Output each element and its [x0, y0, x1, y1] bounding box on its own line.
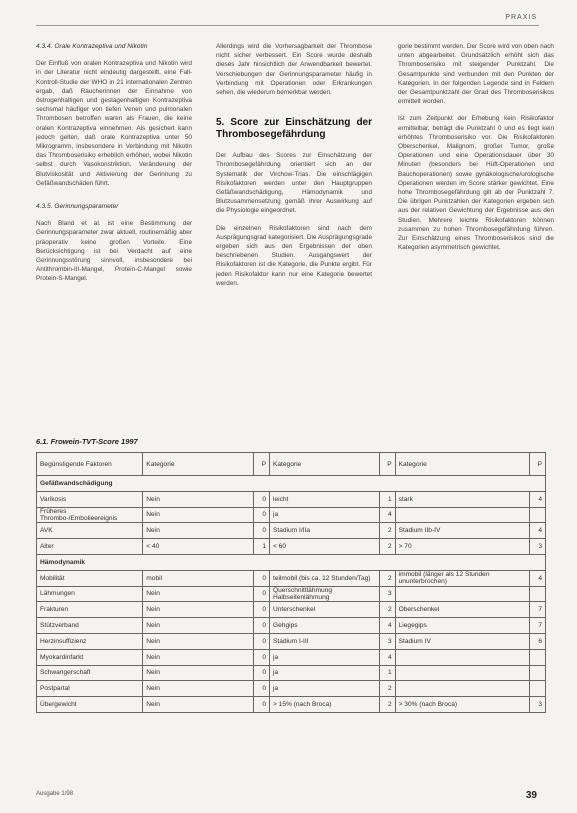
table-cell: ja [269, 649, 379, 665]
table-cell [395, 586, 529, 602]
column-header: Kategorie [395, 453, 529, 476]
paragraph: Der Einfluß von oralen Kontrazeptiva und Nikotin wird in der Literatur nicht eindeutig dargestellt, eine Fall-Kontroll-Studie der WHO in 21 internationalen Zentren ergab, daß Raucherinnen der Einnahme von östrogenhaltigen und gestagenhaltigen Kontrazeptiva sechsmal häufiger von tiefen Venen und pulmonalen Thrombosen betroffen waren als Frauen, die keine oralen Kontrazeptiva einnehmen. Als gesichert kann jedoch gelten, daß orale Kontrazeptiva unter 50 Mikrogramm, insbesondere in Verbindung mit Nikotin das Thromboserisiko erheblich erhöhen, wobei Nikotin selbst durch Vasokonstriktion, Veränderung der Blutviskosität und Aktivierung der Gerinnung zu Gefäßwandschäden führt. [36, 60, 192, 187]
table-cell: Lähmungen [37, 586, 143, 602]
table-row [37, 586, 546, 602]
table-row [37, 681, 546, 697]
table-cell: Stadium I/IIa [269, 523, 379, 539]
table-header-row [37, 453, 546, 476]
table-cell: 2 [379, 697, 395, 713]
paragraph: Allerdings wird die Vorhersagbarkeit der Thrombose nicht sicher verbessert. Ein Score wurde deshalb dieses Jahr hinsichtlich der Anwendbarkeit bewertet. Verschiebungen der Gerinnungsparameter häufig in Verbindung mit Operationen oder Erkrankungen sehen, die wiederum bemerkbar werden. [216, 43, 372, 97]
table-cell: 1 [379, 665, 395, 681]
table-cell: Stadium IV [395, 633, 529, 649]
table-cell: 7 [529, 602, 545, 618]
table-cell: Stadium I-III [269, 633, 379, 649]
table-cell: Stadium IIb-IV [395, 523, 529, 539]
table-row [37, 507, 546, 523]
column-header: Kategorie [143, 453, 254, 476]
table-cell: 2 [379, 602, 395, 618]
table-cell: 0 [253, 602, 269, 618]
score-table [36, 452, 546, 713]
paragraph: Die einzelnen Risikofaktoren sind nach dem Ausprägungsgrad kategorisiert. Die Ausprägungsgrade ergeben sich aus den Ergebnissen der oben beschriebenen Studien. Ausgangswert der Risikofaktoren ist die Kategorie, die Punkte ergibt. Für jeden Risikofaktor kann nur eine Kategorie bewertet werden. [216, 224, 372, 287]
table-row [37, 491, 546, 507]
table-row [37, 649, 546, 665]
text-column-3 [398, 42, 554, 260]
table-cell: Nein [143, 523, 254, 539]
table-row [37, 523, 546, 539]
table-cell: mobil [143, 570, 254, 586]
table-cell [395, 507, 529, 523]
table-cell: Nein [143, 665, 254, 681]
table-cell: Varikosis [37, 491, 143, 507]
table-cell: Nein [143, 649, 254, 665]
table-cell: Querschnittlähmung Halbseitenlähmung [269, 586, 379, 602]
table-cell: 1 [253, 539, 269, 555]
table-cell: 0 [253, 507, 269, 523]
section-heading: 4.3.4. Orale Kontrazeptiva und Nikotin [36, 43, 148, 50]
table-cell: Nein [143, 602, 254, 618]
table-cell: 7 [529, 618, 545, 634]
table-cell: ja [269, 681, 379, 697]
table-cell: 4 [379, 507, 395, 523]
page-number: 39 [525, 790, 537, 801]
table-cell: Herzinsuffizienz [37, 633, 143, 649]
table-cell: < 40 [143, 539, 254, 555]
table-cell: Myokardinfarkt [37, 649, 143, 665]
text-column-1 [36, 42, 192, 292]
table-cell: ja [269, 665, 379, 681]
table-cell: Unterschenkel [269, 602, 379, 618]
table-cell [529, 681, 545, 697]
table-cell: 2 [379, 681, 395, 697]
table-cell: 3 [379, 633, 395, 649]
table-cell: Postpartal [37, 681, 143, 697]
section-label: Gefäßwandschädigung [37, 476, 546, 492]
table-title: 6.1. Frowein-TVT-Score 1997 [36, 437, 138, 446]
table-cell: Nein [143, 491, 254, 507]
table-row [37, 539, 546, 555]
table-cell: Liegegips [395, 618, 529, 634]
table-cell [529, 649, 545, 665]
table-cell: Frakturen [37, 602, 143, 618]
table-cell: 0 [253, 523, 269, 539]
table-cell [529, 507, 545, 523]
table-cell: Übergewicht [37, 697, 143, 713]
table-cell: Alter [37, 539, 143, 555]
table-cell: Nein [143, 507, 254, 523]
table-cell: Oberschenkel [395, 602, 529, 618]
text-column-2 [216, 42, 372, 296]
table-cell: immobil (länger als 12 Stunden ununterbrochen) [395, 570, 529, 586]
column-header: Begünstigende Faktoren [37, 453, 143, 476]
table-cell: 4 [379, 618, 395, 634]
table-row [37, 618, 546, 634]
table-cell: AVK [37, 523, 143, 539]
table-row [37, 697, 546, 713]
table-cell: > 70 [395, 539, 529, 555]
table-cell: 6 [529, 633, 545, 649]
table-cell: 4 [379, 649, 395, 665]
table-cell: teilmobil (bis ca. 12 Stunden/Tag) [269, 570, 379, 586]
table-cell: 2 [379, 539, 395, 555]
table-cell: 0 [253, 649, 269, 665]
table-section-row [37, 476, 546, 492]
table-cell: 0 [253, 586, 269, 602]
table-cell: stark [395, 491, 529, 507]
table-cell: 2 [379, 570, 395, 586]
table-cell: Nein [143, 681, 254, 697]
table-cell: 3 [529, 697, 545, 713]
table-cell: Früheres Thrombo-/Embolieereignis [37, 507, 143, 523]
table-cell: 0 [253, 681, 269, 697]
table-cell: 0 [253, 491, 269, 507]
column-header: P [379, 453, 395, 476]
table-cell: < 60 [269, 539, 379, 555]
table-cell [529, 665, 545, 681]
paragraph: Der Aufbau des Scores zur Einschätzung der Thrombosegefährdung orientiert sich an der Systematik der Virchow-Trias. Die einschlägigen Risikofaktoren werden unter den Hauptgruppen Gefäßwandschädigung, Hämodynamik und Blutzusammensetzung gemäß ihrer Auswirkung auf die Physiologie eingeordnet. [216, 152, 372, 215]
table-cell: 0 [253, 570, 269, 586]
table-cell: 4 [529, 523, 545, 539]
section-label: Hämodynamik [37, 554, 546, 570]
table-cell: 0 [253, 665, 269, 681]
table-cell: Nein [143, 633, 254, 649]
table-section-row [37, 554, 546, 570]
table-cell: > 30% (nach Broca) [395, 697, 529, 713]
table-cell: leicht [269, 491, 379, 507]
table-cell: 0 [253, 697, 269, 713]
table-cell: Stützverband [37, 618, 143, 634]
paragraph: gorie bestimmt werden. Der Score wird von oben nach unten abgearbeitet. Grundsätzlich erhöht sich das Thromboserisiko mit steigender Punktzahl. Die Gesamtpunkte sind verbunden mit den Punkten der Kategorien. In der folgenden Legende sind in Feldern der Gesamtpunktzahl der Grad des Thromboserisikos ermittelt worden. [398, 43, 554, 106]
table-cell: 1 [379, 491, 395, 507]
table-cell: Schwangerschaft [37, 665, 143, 681]
paragraph: Nach Bland et al. ist eine Bestimmung der Gerinnungsparameter zwar aktuell, routinemäßig aber präoperativ keine großen Vorteile. Eine Berücksichtigung ist bei Verdacht auf eine Gerinnungsstörung sinnvoll, insbesondere bei Antithrombin-III-Mangel, Protein-C-Mangel sowie Protein-S-Mangel. [36, 220, 192, 283]
table-cell: 3 [379, 586, 395, 602]
table-cell: > 15% (nach Broca) [269, 697, 379, 713]
table-cell [395, 665, 529, 681]
issue-label: Ausgabe 1/98 [36, 791, 74, 797]
table-cell: Nein [143, 697, 254, 713]
column-header: P [253, 453, 269, 476]
table-cell [395, 649, 529, 665]
table-cell [395, 681, 529, 697]
header-rule [36, 25, 539, 26]
header-tag: PRAXIS [505, 14, 537, 21]
column-header: P [529, 453, 545, 476]
table-cell: 3 [529, 539, 545, 555]
table-cell: Nein [143, 618, 254, 634]
table-cell: 0 [253, 618, 269, 634]
table-cell: 4 [529, 491, 545, 507]
section-heading: 4.3.5. Gerinnungsparameter [36, 203, 119, 211]
column-header: Kategorie [269, 453, 379, 476]
table-row [37, 665, 546, 681]
table-cell: Gehgips [269, 618, 379, 634]
table-cell [529, 586, 545, 602]
table-row [37, 570, 546, 586]
table-cell: 0 [253, 633, 269, 649]
paragraph: Ist zum Zeitpunkt der Erhebung kein Risikofaktor ermittelbar, beträgt die Punktzahl 0 und es liegt kein erhöhtes Thromboserisiko vor. Die Risikofaktoren Oberschenkel, Malignom, großer Tumor, große Operationen und eine Operationsdauer über 30 Minuten (besonders bei Hüft-Operationen und Bauchoperationen) sowie gynäkologische/urologische Operationen werden im Score stärker gewichtet. Eine hohe Thrombosegefährdung gilt ab der Punktzahl 7. Die übrigen Punktzahlen der Kategorien ergeben sich aus der relativen Gewichtung der Ergebnisse aus den Studien. Mehrere leichte Risikofaktoren können zusammen zu hohen Thrombosegefährdung führen. Zur Einschätzung eines Thromboserisikos sind die Kategorien asymmetrisch gewichtet. [398, 115, 554, 252]
chapter-heading: 5. Score zur Einschätzung der Thrombosegefährdung [216, 117, 372, 141]
table-cell: Mobilität [37, 570, 143, 586]
table-row [37, 602, 546, 618]
table-row [37, 633, 546, 649]
table-cell: Nein [143, 586, 254, 602]
table-cell: ja [269, 507, 379, 523]
table-cell: 4 [529, 570, 545, 586]
table-cell: 2 [379, 523, 395, 539]
